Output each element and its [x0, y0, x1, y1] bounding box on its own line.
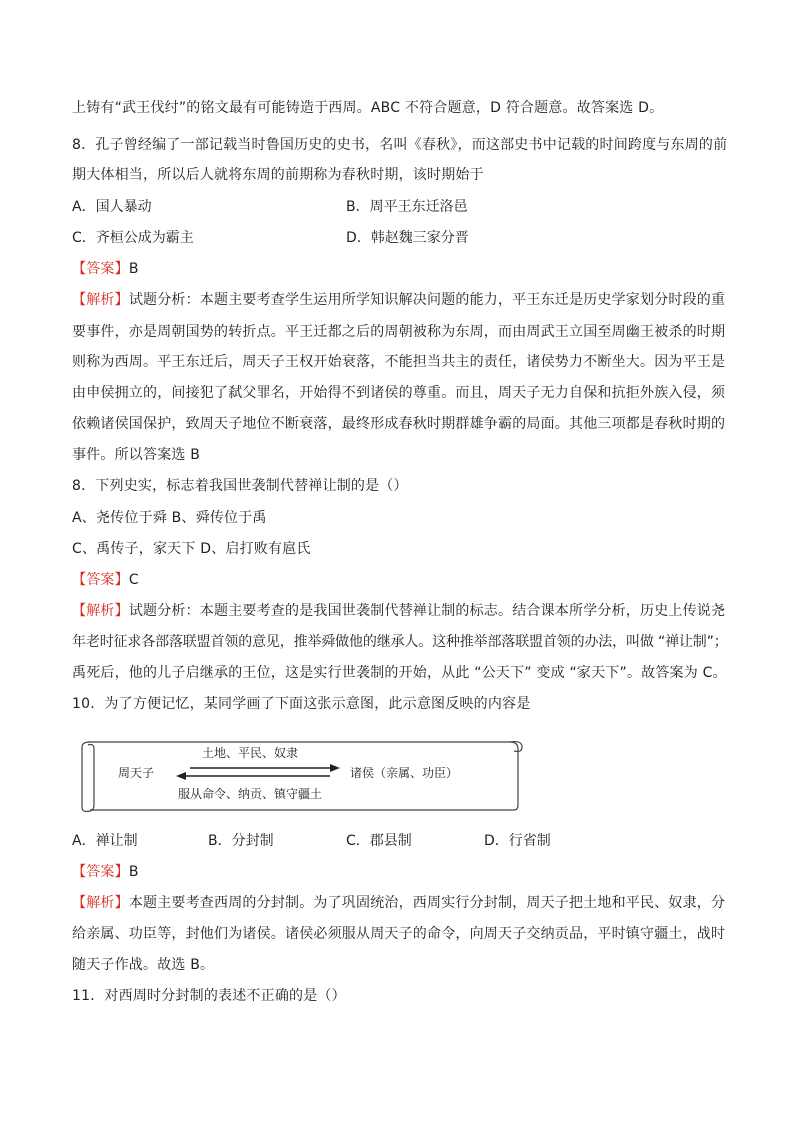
analysis-text: 本题主要考查西周的分封制。为了巩固统治，西周实行分封制，周天子把土地和平民、奴隶，分 — [128, 895, 726, 911]
diagram-left-label: 周天子 — [118, 766, 155, 780]
analysis-tag: 【解析】 — [72, 292, 129, 308]
diagram-bottom-label: 服从命令、纳贡、镇守疆土 — [178, 787, 323, 801]
analysis-line: 则称为西周。平王东迁后，周天子王权开始衰落，不能担当共主的责任，诸侯势力不断坐大。因为平王是 — [72, 354, 726, 370]
option-c: C．郡县制 — [346, 833, 412, 849]
option-b: B．分封制 — [208, 833, 274, 849]
analysis-line: 年老时征求各部落联盟首领的意见，推举舜做他的继承人。这种推举部落联盟首领的办法，叫做 “禅让制”； — [72, 634, 728, 650]
answer-line — [72, 259, 139, 279]
answer-line — [72, 570, 139, 590]
answer-value: B — [128, 261, 139, 277]
question-11-stem: 11．对西周时分封制的表述不正确的是（） — [72, 988, 346, 1004]
analysis-line: 依赖诸侯国保护，致周天子地位不断衰落，最终形成春秋时期群雄争霸的局面。其他三项都是春秋时期的 — [72, 416, 726, 432]
question-8b-stem: 8．下列史实，标志着我国世袭制代替禅让制的是（） — [72, 478, 408, 494]
question-10-stem: 10．为了方便记忆，某同学画了下面这张示意图，此示意图反映的内容是 — [72, 696, 531, 712]
analysis-line: 要事件，亦是周朝国势的转折点。平王迁都之后的周朝被称为东周，而由周武王立国至周幽王被杀的时期 — [72, 324, 726, 340]
answer-tag: 【答案】 — [72, 864, 129, 880]
answer-tag: 【答案】 — [72, 572, 129, 588]
analysis-text: 试题分析：本题主要考查学生运用所学知识解决问题的能力，平王东迁是历史学家划分时段的重 — [128, 292, 726, 308]
arrow-head-right — [330, 764, 340, 772]
question-8b-options-2: C、禹传子，家天下 D、启打败有扈氏 — [72, 541, 311, 557]
option-d: D．韩赵魏三家分晋 — [346, 230, 469, 246]
analysis-tag: 【解析】 — [72, 603, 129, 619]
option-a: A．禅让制 — [72, 833, 138, 849]
answer-value: C — [128, 572, 139, 588]
answer-tag: 【答案】 — [72, 261, 129, 277]
answer-value: B — [128, 864, 139, 880]
answer-line — [72, 862, 139, 882]
paragraph-line: 上铸有“武王伐纣”的铭文最有可能铸造于西周。ABC 不符合题意，D 符合题意。故答案选 D。 — [72, 100, 664, 116]
analysis-line — [72, 893, 725, 913]
analysis-line — [72, 290, 725, 310]
arrow-head-left — [176, 772, 186, 780]
diagram-right-label: 诸侯（亲属、功臣） — [350, 766, 459, 780]
analysis-line: 由申侯拥立的，间接犯了弑父罪名，开始得不到诸侯的尊重。而且，周天子无力自保和抗拒外族入侵，须 — [72, 385, 726, 401]
option-d: D．行省制 — [484, 833, 551, 849]
question-8a-stem-cont: 期大体相当，所以后人就将东周的前期称为春秋时期，该时期始于 — [72, 167, 484, 183]
analysis-line: 禹死后，他的儿子启继承的王位，这是实行世袭制的开始，从此 “公天下” 变成 “家天下”。故答案为 C。 — [72, 665, 727, 681]
scroll-diagram — [78, 737, 526, 815]
analysis-line: 给亲属、功臣等，封他们为诸侯。诸侯必须服从周天子的命令，向周天子交纳贡品，平时镇守疆土，战时 — [72, 926, 726, 942]
analysis-line — [72, 601, 725, 621]
analysis-line: 事件。所以答案选 B — [72, 447, 201, 463]
question-8b-options-1: A、尧传位于舜 B、舜传位于禹 — [72, 510, 267, 526]
option-c: C．齐桓公成为霸主 — [72, 230, 194, 246]
diagram-top-label: 土地、平民、奴隶 — [202, 746, 299, 760]
question-8a-stem: 8．孔子曾经编了一部记载当时鲁国历史的史书，名叫《春秋》，而这部史书中记载的时间跨度与东周的前 — [72, 137, 728, 153]
option-a: A．国人暴动 — [72, 199, 152, 215]
analysis-text: 试题分析：本题主要考查的是我国世袭制代替禅让制的标志。结合课本所学分析，历史上传说尧 — [128, 603, 726, 619]
analysis-tag: 【解析】 — [72, 895, 129, 911]
option-b: B．周平王东迁洛邑 — [346, 199, 468, 215]
analysis-line: 随天子作战。故选 B。 — [72, 957, 215, 973]
